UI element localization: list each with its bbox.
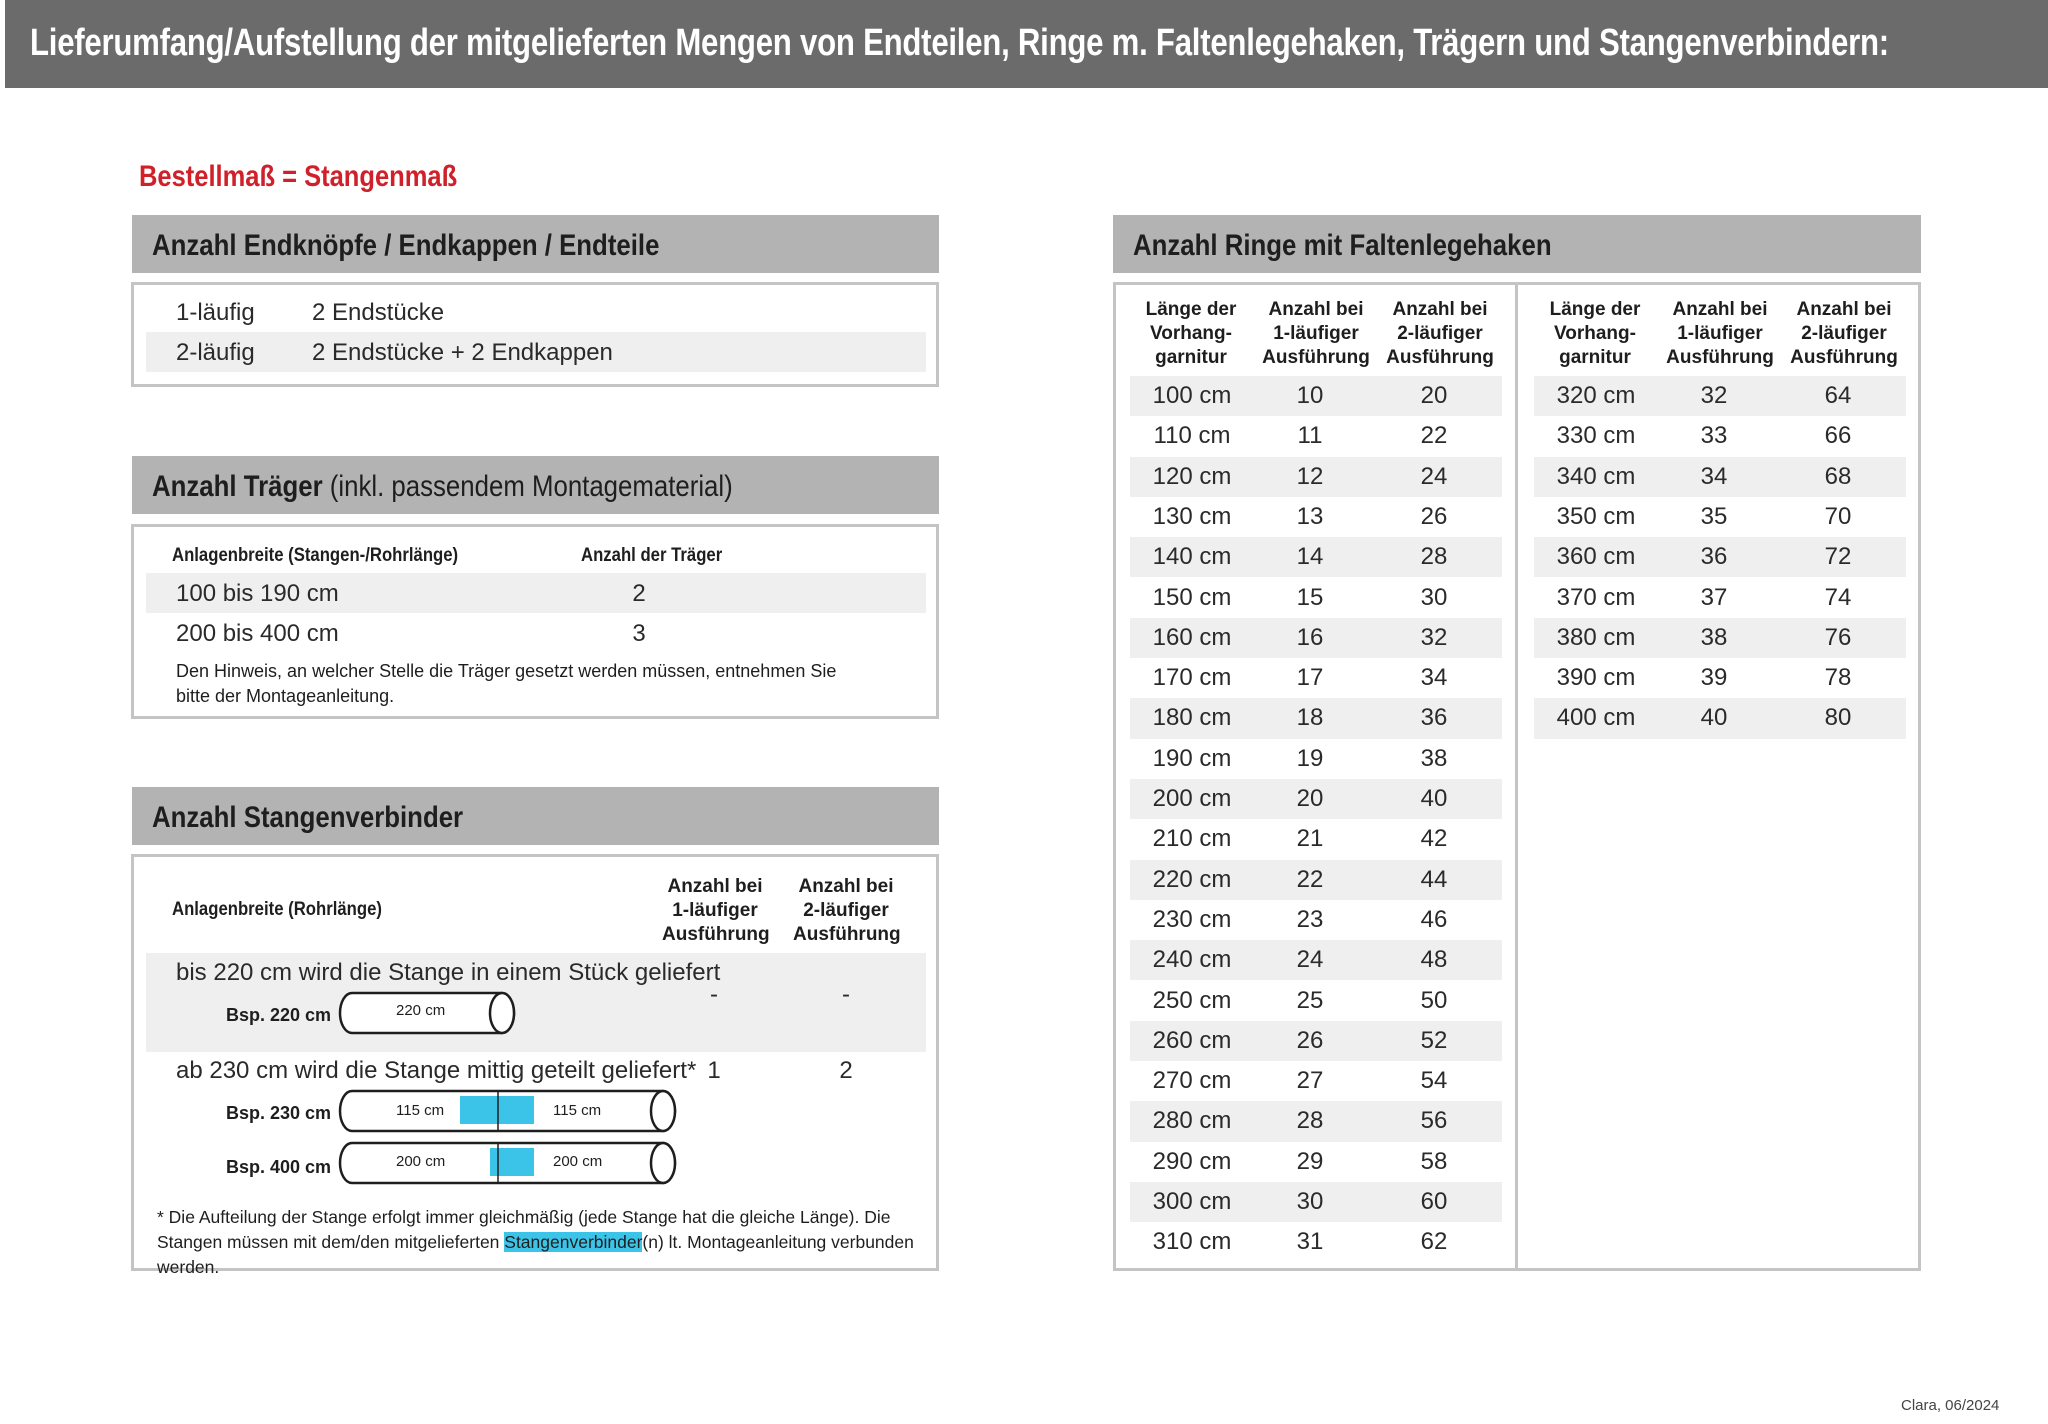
ringe-length: 120 cm	[1152, 462, 1232, 490]
order-size-note: Bestellmaß = Stangenmaß	[139, 160, 458, 193]
ringe-length: 190 cm	[1152, 744, 1232, 772]
ringe-count-2: 34	[1420, 664, 1448, 692]
ringe-count-2: 26	[1420, 502, 1448, 530]
ringe-count-1: 10	[1296, 382, 1324, 409]
ringe-count-2: 78	[1824, 664, 1852, 692]
ringe-length: 390 cm	[1556, 664, 1636, 692]
ringe-count-1: 14	[1296, 543, 1324, 571]
traeger-range: 100 bis 190 cm	[176, 580, 339, 607]
ringe-count-1: 12	[1296, 462, 1324, 490]
example-label: Bsp. 220 cm	[226, 1005, 332, 1025]
endteile-row-label: 1-läufig	[176, 299, 255, 326]
endteile-row-label: 2-läufig	[176, 339, 255, 366]
ringe-length: 270 cm	[1152, 1067, 1232, 1095]
ringe-length: 290 cm	[1152, 1147, 1232, 1175]
traeger-note: Den Hinweis, an welcher Stelle die Träger gesetzt werden müssen, entnehmen Sie bitte der Montageanleitung.	[176, 661, 837, 706]
verbinder-col-header: Anzahl bei 2-läufiger Ausführung	[793, 876, 901, 945]
ringe-count-1: 39	[1700, 664, 1728, 692]
verbinder-footnote	[157, 1205, 927, 1280]
ringe-count-2: 68	[1824, 462, 1852, 490]
ringe-count-2: 70	[1824, 502, 1852, 530]
footnote-text: * Die Aufteilung der Stange erfolgt immer gleichmäßig (jede Stange hat die gleiche Länge). Die Stangen müssen mit dem/den mitgelieferten	[157, 1207, 891, 1252]
ringe-count-1: 15	[1296, 583, 1324, 611]
connector-highlight	[490, 1148, 534, 1176]
ringe-divider	[1515, 282, 1518, 1271]
ringe-length: 160 cm	[1152, 623, 1232, 651]
ringe-length: 250 cm	[1152, 986, 1232, 1014]
ringe-count-2: 62	[1420, 1228, 1448, 1256]
pipe-length-label: 200 cm	[396, 1153, 446, 1170]
ringe-count-1: 38	[1700, 623, 1728, 651]
page-title: Lieferumfang/Aufstellung der mitgelieferten Mengen von Endteilen, Ringe m. Faltenlegehaken, Trägern und Stangenverbindern:	[30, 22, 1889, 64]
ringe-count-2: 30	[1420, 583, 1448, 611]
ringe-count-1: 33	[1700, 422, 1728, 450]
ringe-count-1: 16	[1296, 623, 1324, 651]
pipe-length-label: 220 cm	[396, 1002, 446, 1019]
header-banner	[5, 0, 2048, 88]
ringe-count-2: 66	[1824, 422, 1852, 450]
traeger-count: 2	[632, 580, 646, 607]
ringe-count-1: 35	[1700, 502, 1728, 530]
footer-credit: Clara, 06/2024	[1901, 1397, 2000, 1414]
ringe-length: 230 cm	[1152, 905, 1232, 933]
ringe-count-2: 72	[1824, 543, 1852, 571]
ringe-count-1: 17	[1296, 664, 1324, 692]
verbinder-col-header: Anzahl bei 1-läufiger Ausführung	[662, 876, 770, 945]
verbinder-box	[131, 854, 939, 1277]
ringe-count-2: 58	[1420, 1147, 1448, 1175]
ringe-count-2: 48	[1420, 946, 1448, 974]
ringe-count-2: 50	[1420, 986, 1448, 1014]
traeger-col-header: Anzahl der Träger	[581, 545, 723, 566]
endteile-title: Anzahl Endknöpfe / Endkappen / Endteile	[152, 229, 660, 262]
endteile-row-value: 2 Endstücke + 2 Endkappen	[312, 339, 613, 366]
verbinder-count: 2	[839, 1057, 853, 1084]
ringe-length: 170 cm	[1152, 664, 1232, 692]
ringe-col-header: Länge der Vorhang-garnitur	[1549, 299, 1641, 368]
footnote-highlight: Stangenverbinder	[504, 1232, 643, 1252]
ringe-count-2: 38	[1420, 744, 1448, 772]
ringe-count-1: 18	[1296, 704, 1324, 732]
ringe-length: 150 cm	[1152, 583, 1232, 611]
ringe-count-2: 22	[1420, 422, 1448, 450]
ringe-count-2: 42	[1420, 825, 1448, 853]
ringe-length: 380 cm	[1556, 623, 1636, 651]
ringe-col-header: Anzahl bei 2-läufiger Ausführung	[1386, 299, 1494, 368]
ringe-length: 340 cm	[1556, 462, 1636, 490]
ringe-count-1: 21	[1296, 825, 1324, 853]
pipe-length-label: 115 cm	[396, 1102, 445, 1119]
ringe-header	[1113, 215, 1921, 273]
ringe-count-2: 80	[1824, 704, 1852, 732]
footnote-text-end: (n) lt. Montageanleitung verbunden werden.	[157, 1232, 914, 1277]
pipe-diagram-230	[330, 1088, 680, 1134]
ringe-count-2: 46	[1420, 905, 1448, 933]
ringe-count-2: 74	[1824, 583, 1852, 611]
ringe-length: 130 cm	[1152, 502, 1232, 530]
ringe-count-1: 26	[1296, 1026, 1324, 1054]
ringe-count-1: 32	[1700, 382, 1728, 409]
ringe-length: 100 cm	[1152, 382, 1232, 409]
ringe-title: Anzahl Ringe mit Faltenlegehaken	[1133, 229, 1552, 262]
ringe-count-1: 19	[1296, 744, 1324, 772]
ringe-count-2: 64	[1824, 382, 1852, 409]
ringe-count-1: 24	[1296, 946, 1324, 974]
traeger-title	[152, 470, 733, 504]
ringe-length: 140 cm	[1152, 543, 1232, 571]
ringe-count-2: 76	[1824, 623, 1852, 651]
connector-highlight	[460, 1096, 534, 1124]
traeger-count: 3	[632, 620, 646, 647]
verbinder-header	[132, 787, 939, 845]
ringe-col-header: Anzahl bei 1-läufiger Ausführung	[1666, 299, 1774, 368]
ringe-length: 360 cm	[1556, 543, 1636, 571]
pipe-length-label: 115 cm	[553, 1102, 602, 1119]
verbinder-title: Anzahl Stangenverbinder	[152, 801, 464, 834]
verbinder-count: -	[842, 981, 850, 1008]
ringe-length: 260 cm	[1152, 1026, 1232, 1054]
traeger-header	[132, 456, 939, 514]
verbinder-count: -	[710, 981, 718, 1008]
ringe-length: 350 cm	[1556, 502, 1636, 530]
ringe-count-1: 36	[1700, 543, 1728, 571]
ringe-count-2: 40	[1420, 785, 1448, 812]
endteile-box	[131, 282, 939, 387]
verbinder-count: 1	[707, 1057, 721, 1084]
ringe-count-1: 13	[1296, 502, 1324, 530]
ringe-length: 240 cm	[1152, 946, 1232, 974]
ringe-count-2: 20	[1420, 382, 1448, 409]
ringe-length: 370 cm	[1556, 583, 1636, 611]
ringe-length: 110 cm	[1153, 422, 1231, 450]
ringe-length: 300 cm	[1152, 1188, 1232, 1215]
ringe-count-1: 27	[1296, 1067, 1324, 1095]
ringe-count-1: 37	[1700, 583, 1728, 611]
example-label: Bsp. 400 cm	[226, 1157, 332, 1177]
ringe-count-1: 23	[1296, 905, 1324, 933]
ringe-count-1: 20	[1296, 785, 1324, 812]
pipe-diagram-400	[330, 1140, 680, 1186]
ringe-count-2: 24	[1420, 462, 1448, 490]
verbinder-row-text: bis 220 cm wird die Stange in einem Stück geliefert	[176, 959, 721, 986]
ringe-length: 310 cm	[1152, 1228, 1232, 1256]
ringe-count-1: 30	[1296, 1188, 1324, 1215]
ringe-count-2: 60	[1420, 1188, 1448, 1215]
example-label: Bsp. 230 cm	[226, 1103, 332, 1123]
pipe-length-label: 200 cm	[553, 1153, 603, 1170]
ringe-count-1: 29	[1296, 1147, 1324, 1175]
ringe-count-2: 56	[1420, 1107, 1448, 1135]
ringe-length: 330 cm	[1556, 422, 1636, 450]
ringe-count-2: 32	[1420, 623, 1448, 651]
ringe-count-1: 31	[1296, 1228, 1324, 1256]
ringe-length: 200 cm	[1152, 785, 1232, 812]
ringe-count-1: 11	[1297, 422, 1323, 450]
ringe-count-1: 34	[1700, 462, 1728, 490]
traeger-col-header: Anlagenbreite (Stangen-/Rohrlänge)	[172, 545, 459, 566]
ringe-count-2: 52	[1420, 1026, 1448, 1054]
ringe-count-1: 40	[1700, 704, 1728, 732]
verbinder-row-text: ab 230 cm wird die Stange mittig geteilt geliefert*	[176, 1057, 697, 1084]
ringe-length: 220 cm	[1152, 865, 1232, 893]
ringe-length: 210 cm	[1152, 825, 1232, 853]
ringe-length: 320 cm	[1556, 382, 1636, 409]
verbinder-col-header: Anlagenbreite (Rohrlänge)	[172, 899, 382, 920]
ringe-col-header: Länge der Vorhang-garnitur	[1145, 299, 1237, 368]
ringe-length: 280 cm	[1152, 1107, 1232, 1135]
traeger-title-bold: Anzahl Träger	[152, 470, 323, 503]
ringe-col-header: Anzahl bei 2-läufiger Ausführung	[1790, 299, 1898, 368]
ringe-count-1: 22	[1296, 865, 1324, 893]
ringe-count-2: 28	[1420, 543, 1448, 571]
endteile-header	[132, 215, 939, 273]
ringe-count-2: 54	[1420, 1067, 1448, 1095]
endteile-row-value: 2 Endstücke	[312, 299, 445, 326]
ringe-count-2: 44	[1420, 865, 1448, 893]
ringe-length: 180 cm	[1152, 704, 1232, 732]
ringe-count-2: 36	[1420, 704, 1448, 732]
ringe-count-1: 25	[1296, 986, 1324, 1014]
ringe-count-1: 28	[1296, 1107, 1324, 1135]
traeger-box	[131, 524, 939, 719]
ringe-col-header: Anzahl bei 1-läufiger Ausführung	[1262, 299, 1370, 368]
traeger-range: 200 bis 400 cm	[176, 620, 339, 647]
ringe-length: 400 cm	[1556, 704, 1636, 732]
traeger-title-normal: (inkl. passendem Montagematerial)	[322, 470, 733, 503]
